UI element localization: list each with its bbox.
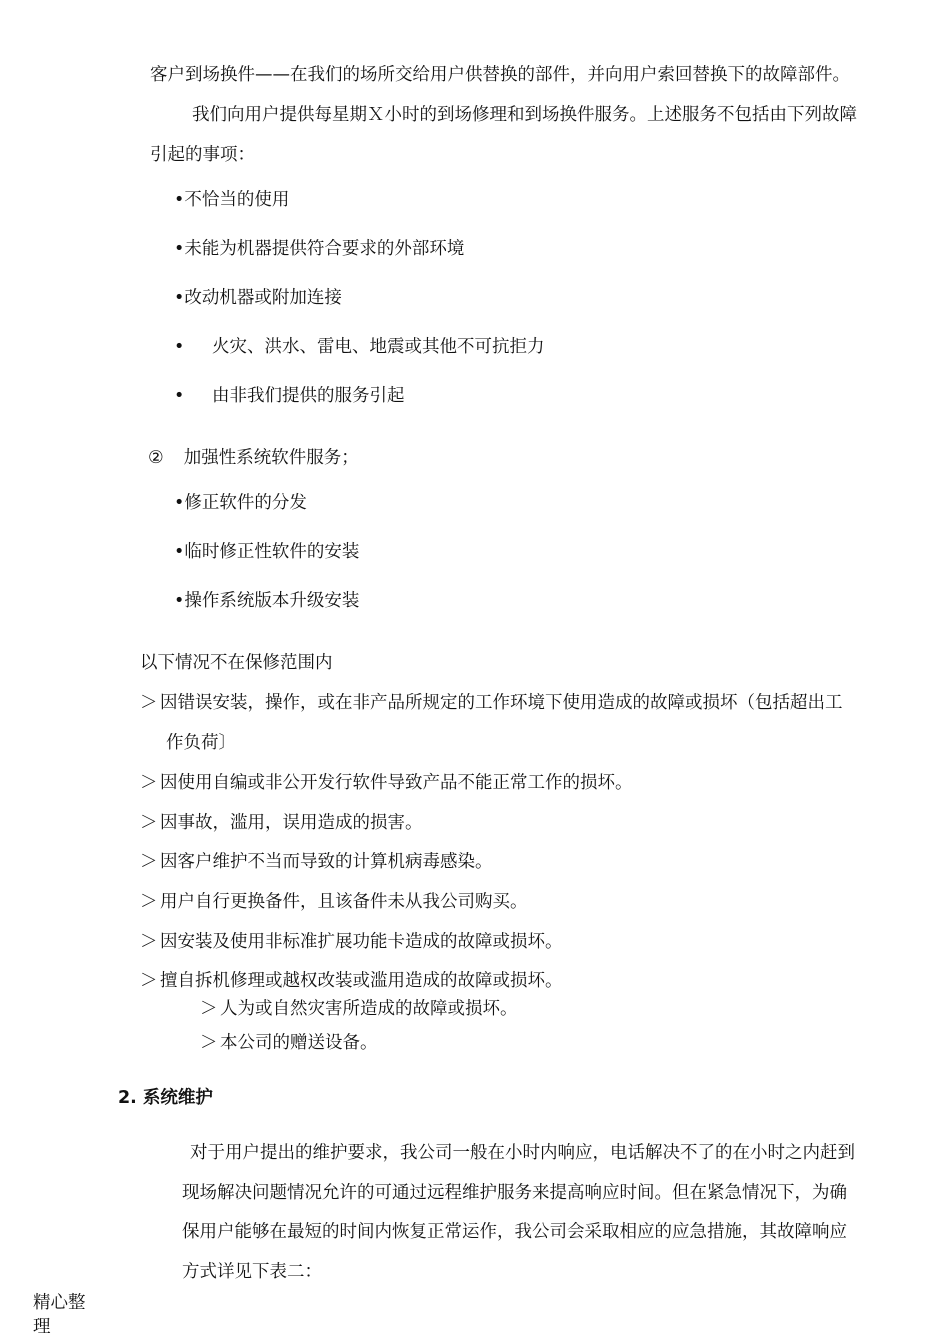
section-heading — [148, 446, 359, 470]
list-item: •操作系统版本升级安装 — [174, 591, 360, 611]
para-line: 方式详见下表二： — [182, 1262, 322, 1282]
warranty-item-text: 因错误安装，操作，或在非产品所规定的工作环境下使用造成的故障或损坏（包括超出工 — [160, 693, 843, 713]
warranty-item — [140, 771, 633, 795]
list-item-text: 火灾、洪水、雷电、地震或其他不可抗拒力 — [212, 337, 545, 357]
list-item: •改动机器或附加连接 — [174, 288, 342, 308]
warranty-item-text: 因使用自编或非公开发行软件导致产品不能正常工作的损坏。 — [160, 773, 633, 793]
para-line: 引起的事项： — [150, 145, 255, 165]
warranty-item-text: 用户自行更换备件，且该备件未从我公司购买。 — [160, 892, 528, 912]
warranty-item-text: 本公司的赠送设备。 — [220, 1033, 378, 1053]
list-item: •未能为机器提供符合要求的外部环境 — [174, 239, 465, 259]
list-item: •修正软件的分发 — [174, 493, 307, 513]
section-heading: 2. 系统维护 — [118, 1088, 213, 1108]
gt-marker: ＞ — [140, 693, 158, 713]
gt-marker: ＞ — [140, 773, 158, 793]
warranty-sub-item — [200, 997, 518, 1021]
warranty-item-text: 因客户维护不当而导致的计算机病毒感染。 — [160, 852, 493, 872]
para-line: 对于用户提出的维护要求，我公司一般在小时内响应，电话解决不了的在小时之内赶到 — [190, 1143, 855, 1163]
para-line: 保用户能够在最短的时间内恢复正常运作，我公司会采取相应的应急措施，其故障响应 — [182, 1222, 847, 1242]
gt-marker: ＞ — [200, 1033, 218, 1053]
gt-marker: ＞ — [140, 813, 158, 833]
gt-marker: ＞ — [200, 999, 218, 1019]
list-item: •临时修正性软件的安装 — [174, 542, 360, 562]
footer-watermark: 理 — [33, 1317, 51, 1337]
bullet: • — [174, 386, 185, 406]
list-item — [174, 335, 545, 359]
para-line: 客户到场换件——在我们的场所交给用户供替换的部件，并向用户索回替换下的故障部件。 — [150, 65, 850, 85]
bullet: • — [174, 337, 185, 357]
warranty-item — [140, 969, 563, 993]
gt-marker: ＞ — [140, 932, 158, 952]
list-item: •不恰当的使用 — [174, 190, 290, 210]
warranty-item-text: 擅自拆机修理或越权改装或滥用造成的故障或损坏。 — [160, 971, 563, 991]
warranty-item — [140, 811, 423, 835]
footer-watermark: 精心整 — [33, 1293, 86, 1313]
gt-marker: ＞ — [140, 852, 158, 872]
list-item — [174, 384, 405, 408]
warranty-item-text: 因安装及使用非标准扩展功能卡造成的故障或损坏。 — [160, 932, 563, 952]
warranty-item-text: 因事故，滥用，误用造成的损害。 — [160, 813, 423, 833]
warranty-item — [140, 850, 493, 874]
gt-marker: ＞ — [140, 971, 158, 991]
circled-number-marker: ② — [148, 448, 164, 468]
section-title: 加强性系统软件服务； — [183, 448, 359, 468]
warranty-item — [140, 691, 843, 715]
warranty-intro: 以下情况不在保修范围内 — [140, 653, 333, 673]
gt-marker: ＞ — [140, 892, 158, 912]
warranty-item-continuation: 作负荷〕 — [166, 733, 236, 753]
warranty-item — [140, 930, 563, 954]
para-line: 我们向用户提供每星期Ｘ小时的到场修理和到场换件服务。上述服务不包括由下列故障 — [192, 105, 857, 125]
warranty-item — [140, 890, 528, 914]
warranty-sub-item — [200, 1031, 378, 1055]
para-line: 现场解决问题情况允许的可通过远程维护服务来提高响应时间。但在紧急情况下，为确 — [182, 1183, 847, 1203]
list-item-text: 由非我们提供的服务引起 — [212, 386, 405, 406]
warranty-item-text: 人为或自然灾害所造成的故障或损坏。 — [220, 999, 518, 1019]
